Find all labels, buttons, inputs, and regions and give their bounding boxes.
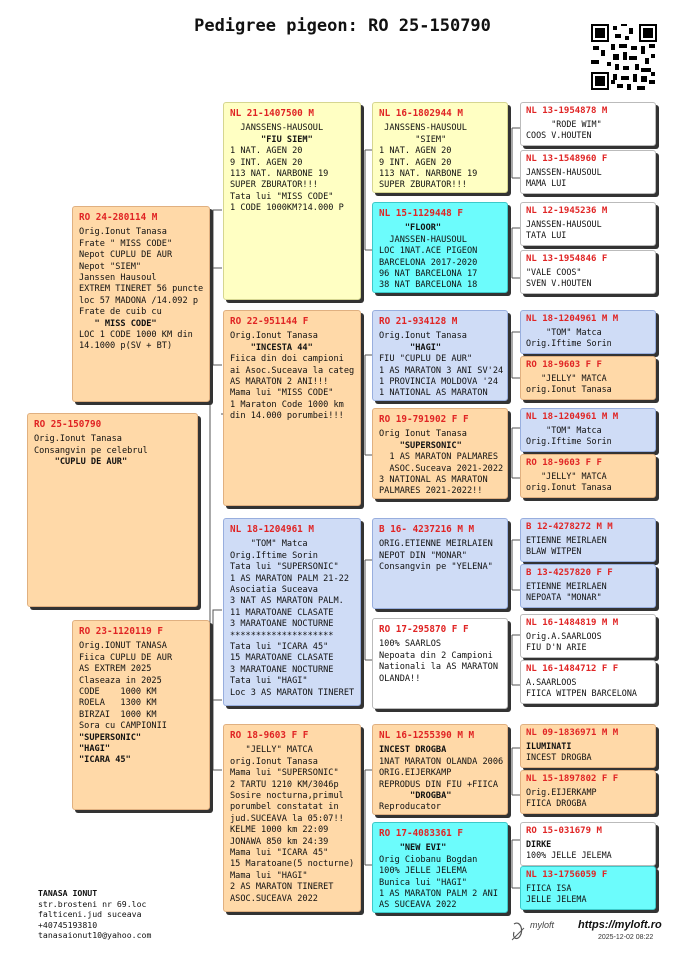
card-line: Orig.Ionut Tanasa — [379, 331, 467, 342]
card-line: AS SUCEAVA 2022 — [379, 900, 457, 911]
card-line: Orig.Iftime Sorin — [526, 436, 612, 446]
card-line: FIICA ISA — [526, 883, 572, 893]
card-line: "DROGBA" — [379, 791, 452, 802]
ring-number: RO 18-9603 F F — [230, 730, 309, 741]
ring-number: NL 18-1204961 M M — [526, 314, 619, 324]
card-line: BIRZAI 1000 KM — [79, 709, 157, 720]
card-line: TATA LUI — [526, 230, 567, 240]
card-line: KELME 1000 km 22:09 — [230, 825, 329, 836]
owner-info — [38, 888, 151, 941]
card-line: Frate " MISS CODE" — [79, 238, 173, 249]
owner-name: TANASA IONUT — [38, 888, 98, 898]
print-date: 2025-12-02 08:22 — [598, 934, 654, 941]
card-line: INCEST DROGBA — [379, 745, 447, 756]
ring-number: RO 15-031679 M — [526, 826, 602, 836]
ring-number: NL 15-1129448 F — [379, 208, 463, 219]
card-line: 113 NAT. NARBONE 19 — [230, 169, 329, 180]
card-line: Orig.IONUT TANASA — [79, 641, 167, 652]
card-line: "ICARA 45" — [79, 755, 131, 766]
card-line: JELLE JELEMA — [526, 894, 587, 904]
card-line: ******************** — [230, 630, 334, 641]
card-line: FIICA WITPEN BARCELONA — [526, 688, 637, 698]
ring-number: B 16- 4237216 M M — [379, 524, 475, 535]
card-line: ILUMINATI — [526, 741, 572, 751]
card-line: Tata lui "HAGI" — [230, 676, 308, 687]
card-line: ORIG.ETIENNE MEIRLAIEN — [379, 539, 493, 550]
card-line: A.SAARLOOS — [526, 677, 577, 687]
card-line: din 14.000 porumbei!!! — [230, 411, 344, 422]
card-line: Mama lui "ICARA 45" — [230, 848, 329, 859]
card-line: 96 NAT BARCELONA 17 — [379, 269, 478, 280]
card-line: 1 NAT. AGEN 20 — [230, 146, 303, 157]
subject-pigeon-card[interactable] — [27, 413, 198, 607]
card-line: Janssen Hausoul — [79, 273, 157, 284]
card-line: Mama lui "MISS CODE" — [230, 388, 334, 399]
card-line: REPRODUS DIN FIU +FIICA — [379, 779, 498, 790]
card-line: loc 57 MADONA /14.092 p — [79, 295, 198, 306]
card-line: Nationali la AS MARATON — [379, 662, 498, 673]
card-line: INCEST DROGBA — [526, 752, 592, 762]
card-line: "FIU SIEM" — [230, 134, 313, 145]
card-line: 1 CODE 1000KM?14.000 P — [230, 203, 344, 214]
ring-number: NL 18-1204961 M — [230, 524, 314, 535]
card-line: 1 AS MARATON PALMARES — [379, 452, 498, 463]
card-line: 15 Maratoane(5 nocturne) — [230, 859, 355, 870]
card-line: FIU "CUPLU DE AUR" — [379, 354, 473, 365]
grandparent-card[interactable] — [223, 724, 361, 912]
card-line: 11 MARATOANE CLASATE — [230, 607, 334, 618]
sire-card[interactable] — [72, 206, 210, 402]
card-line: Asociatia Suceava — [230, 585, 318, 596]
card-line: EXTREM TINERET 56 puncte — [79, 284, 204, 295]
great-grandparent-card[interactable] — [372, 310, 508, 401]
brand-url[interactable]: https://myloft.ro — [578, 919, 662, 931]
ring-number: NL 18-1204961 M M — [526, 412, 619, 422]
owner-phone: +40745193810 — [38, 919, 98, 930]
grandparent-card[interactable] — [223, 518, 361, 706]
great-grandparent-card[interactable] — [372, 408, 508, 499]
card-line: "CUPLU DE AUR" — [34, 457, 128, 468]
card-line: PALMARES 2021-2022!! — [379, 486, 483, 497]
card-line: ASOC.SUCEAVA 2022 — [230, 893, 318, 904]
dam-card[interactable] — [72, 620, 210, 810]
card-line: 2 AS MARATON TINERET — [230, 882, 334, 893]
card-line: "RODE WIM" — [526, 119, 602, 129]
card-line: AS EXTREM 2025 — [79, 664, 152, 675]
card-line: 1 AS MARATON PALM 21-22 — [230, 573, 349, 584]
card-line: SUPER ZBURATOR!!! — [230, 180, 318, 191]
card-line: Mama lui "HAGI" — [230, 870, 308, 881]
card-line: ROELA 1300 KM — [79, 698, 157, 709]
ring-number: NL 16-1802944 M — [379, 108, 463, 119]
card-line: Orig.Ionut Tanasa — [34, 434, 122, 445]
card-line: NEPOT DIN "MONAR" — [379, 550, 467, 561]
card-line: 1 Maraton Code 1000 km — [230, 399, 344, 410]
card-line: Nepoata din 2 Campioni — [379, 650, 493, 661]
card-line: Tata lui "SUPERSONIC" — [230, 562, 339, 573]
ring-number: RO 22-951144 F — [230, 316, 309, 327]
grandparent-card[interactable] — [223, 102, 361, 300]
ring-number: NL 13-1954846 F — [526, 254, 608, 264]
card-line: 9 INT. AGEN 20 — [379, 157, 452, 168]
grandparent-card[interactable] — [223, 310, 361, 506]
gg-grandparent-card[interactable] — [520, 356, 656, 400]
card-line: Orig Ionut Tanasa — [379, 429, 467, 440]
card-line: ORIG.EIJERKAMP — [379, 768, 452, 779]
card-line: Sosire nocturna,primul — [230, 791, 344, 802]
card-line: Sora cu CAMPIONII — [79, 721, 167, 732]
card-line: Orig.Ionut Tanasa — [230, 331, 318, 342]
great-grandparent-card[interactable] — [372, 518, 508, 609]
card-line: Mama lui "SUPERSONIC" — [230, 768, 339, 779]
ring-number: RO 17-295870 F F — [379, 624, 469, 635]
ring-number: NL 12-1945236 M — [526, 206, 608, 216]
great-grandparent-card[interactable] — [372, 618, 508, 709]
card-line: 1 PROVINCIA MOLDOVA '24 — [379, 377, 498, 388]
card-line: "NEW EVI" — [379, 843, 447, 854]
ring-number: RO 24-280114 M — [79, 212, 158, 223]
card-line: 1NAT MARATON OLANDA 2006 — [379, 756, 504, 767]
card-line: Bunica lui "HAGI" — [379, 877, 467, 888]
great-grandparent-card[interactable] — [372, 102, 508, 193]
card-line: "FLOOR" — [379, 223, 442, 234]
gg-grandparent-card[interactable] — [520, 454, 656, 498]
card-line: "SIEM" — [379, 134, 447, 145]
card-line: JANSSEN-HAUSOUL — [379, 234, 467, 245]
card-line: "VALE COOS" — [526, 267, 582, 277]
card-line: 38 NAT BARCELONA 18 — [379, 280, 478, 291]
owner-line: str.brosteni nr 69.loc — [38, 898, 147, 909]
card-line: Fiica CUPLU DE AUR — [79, 652, 173, 663]
card-line: Nepot "SIEM" — [79, 261, 142, 272]
card-line: 3 NATIONAL AS MARATON — [379, 475, 488, 486]
card-line: 1 NAT. AGEN 20 — [379, 146, 452, 157]
card-line: 100% SAARLOS — [379, 639, 442, 650]
card-line: "TOM" Matca — [526, 327, 602, 337]
card-line: JANSSEN-HAUSOUL — [526, 167, 602, 177]
owner-line: falticeni.jud suceava — [38, 909, 142, 920]
card-line: 100% JELLE JELEMA — [526, 850, 612, 860]
gg-grandparent-card[interactable] — [520, 202, 656, 246]
card-line: FIICA DROGBA — [526, 798, 587, 808]
card-line: 113 NAT. NARBONE 19 — [379, 169, 478, 180]
gg-grandparent-card[interactable] — [520, 310, 656, 354]
gg-grandparent-card[interactable] — [520, 822, 656, 866]
card-line: Tata lui "MISS CODE" — [230, 191, 334, 202]
card-line: 1 AS MARATON 3 ANI SV'24 — [379, 365, 504, 376]
card-line: "TOM" Matca — [230, 539, 308, 550]
card-line: Orig.Iftime Sorin — [526, 338, 612, 348]
ring-number: NL 15-1897802 F F — [526, 774, 619, 784]
card-line: Loc 3 AS MARATON TINERET — [230, 687, 355, 698]
ring-number: RO 18-9603 F F — [526, 458, 602, 468]
card-line: SUPER ZBURATOR!!! — [379, 180, 467, 191]
card-line: COOS V.HOUTEN — [526, 130, 592, 140]
card-line: 9 INT. AGEN 20 — [230, 157, 303, 168]
card-line: Orig.Iftime Sorin — [230, 550, 318, 561]
card-line: orig.Ionut Tanasa — [526, 482, 612, 492]
card-line: NEPOATA "MONAR" — [526, 592, 602, 602]
ring-number: NL 16-1484712 F F — [526, 664, 619, 674]
card-line: jud.SUCEAVA la 05:07!! — [230, 813, 344, 824]
card-line: Orig.EIJERKAMP — [526, 787, 597, 797]
brand-name: myloft — [530, 920, 555, 930]
card-line: 100% JELLE JELEMA — [379, 866, 467, 877]
gg-grandparent-card[interactable] — [520, 724, 656, 768]
card-line: porumbel constatat in — [230, 802, 339, 813]
great-grandparent-card[interactable] — [372, 724, 508, 815]
card-line: "JELLY" MATCA — [230, 745, 313, 756]
ring-number: B 13-4257820 F F — [526, 568, 613, 578]
card-line: Reproducator — [379, 802, 442, 813]
card-line: "INCESTA 44" — [230, 342, 313, 353]
gg-grandparent-card[interactable] — [520, 102, 656, 146]
card-line: "HAGI" — [379, 342, 442, 353]
card-line: Frate de cuib cu — [79, 307, 162, 318]
great-grandparent-card[interactable] — [372, 822, 508, 913]
card-line: 2 TARTU 1210 KM/3046p — [230, 779, 339, 790]
gg-grandparent-card[interactable] — [520, 660, 656, 704]
gg-grandparent-card[interactable] — [520, 564, 656, 608]
card-line: 3 NAT AS MARATON PALM. — [230, 596, 344, 607]
ring-number: NL 16-1255390 M M — [379, 730, 475, 741]
card-line: SVEN V.HOUTEN — [526, 278, 592, 288]
card-line: Fiica din doi campioni — [230, 354, 344, 365]
gg-grandparent-card[interactable] — [520, 518, 656, 562]
card-line: 14.1000 p(SV + BT) — [79, 341, 173, 352]
ring-number: NL 13-1548960 F — [526, 154, 608, 164]
card-line: "SUPERSONIC" — [379, 440, 462, 451]
ring-number: NL 13-1954878 M — [526, 106, 608, 116]
card-line: LOC 1 CODE 1000 KM din — [79, 330, 193, 341]
page-title: Pedigree pigeon: RO 25-150790 — [194, 16, 491, 36]
card-line: ASOC.Suceava 2021-2022 — [379, 463, 504, 474]
ring-number: NL 16-1484819 M M — [526, 618, 619, 628]
ring-number: B 12-4278272 M M — [526, 522, 613, 532]
card-line: DIRKE — [526, 839, 552, 849]
card-line: CODE 1000 KM — [79, 687, 157, 698]
ring-number: NL 09-1836971 M M — [526, 728, 619, 738]
card-line: orig.Ionut Tanasa — [526, 384, 612, 394]
ring-number: RO 17-4083361 F — [379, 828, 463, 839]
card-line: ETIENNE MEIRLAEN — [526, 535, 607, 545]
card-line: JANSSEN-HAUSOUL — [526, 219, 602, 229]
card-line: ai Asoc.Suceava la categ — [230, 365, 355, 376]
card-line: JANSSENS-HAUSOUL — [230, 123, 324, 134]
ring-number: RO 19-791902 F F — [379, 414, 469, 425]
card-line: Orig.Ionut Tanasa — [79, 227, 167, 238]
gg-grandparent-card[interactable] — [520, 408, 656, 452]
card-line: AS MARATON 2 ANI!!! — [230, 377, 329, 388]
ring-number: RO 18-9603 F F — [526, 360, 602, 370]
card-line: Consangvin pe "YELENA" — [379, 562, 493, 573]
gg-grandparent-card[interactable] — [520, 250, 656, 294]
card-line: Nepot CUPLU DE AUR — [79, 250, 173, 261]
card-line: Consangvin pe celebrul — [34, 445, 148, 456]
card-line: FIU D'N ARIE — [526, 642, 587, 652]
ring-number: RO 23-1120119 F — [79, 626, 163, 637]
card-line: 1 AS MARATON PALM 2 ANI — [379, 889, 498, 900]
card-line: "HAGI" — [79, 744, 111, 755]
card-line: BLAW WITPEN — [526, 546, 582, 556]
card-line: OLANDA!! — [379, 673, 421, 684]
card-line: MAMA LUI — [526, 178, 567, 188]
owner-email: tanasaionut10@yahoo.com — [38, 930, 152, 941]
card-line: "JELLY" MATCA — [526, 471, 607, 481]
card-line: 1 NATIONAL AS MARATON — [379, 388, 488, 399]
card-line: orig.Ionut Tanasa — [230, 756, 318, 767]
card-line: Tata lui "ICARA 45" — [230, 642, 329, 653]
gg-grandparent-card[interactable] — [520, 614, 656, 658]
card-line: Claseaza in 2025 — [79, 675, 162, 686]
card-line: Orig Ciobanu Bogdan — [379, 854, 478, 865]
card-line: " MISS CODE" — [79, 318, 157, 329]
card-line: 3 MARATOANE NOCTURNE — [230, 619, 334, 630]
great-grandparent-card[interactable] — [372, 202, 508, 293]
gg-grandparent-card[interactable] — [520, 866, 656, 910]
card-line: ETIENNE MEIRLAEN — [526, 581, 607, 591]
ring-number: RO 25-150790 — [34, 419, 102, 430]
card-line: LOC 1NAT.ACE PIGEON — [379, 246, 478, 257]
ring-number: NL 21-1407500 M — [230, 108, 314, 119]
card-line: 15 MARATOANE CLASATE — [230, 653, 334, 664]
card-line: 3 MARATOANE NOCTURNE — [230, 664, 334, 675]
card-line: JONAWA 850 km 24:39 — [230, 836, 329, 847]
card-line: "SUPERSONIC" — [79, 732, 142, 743]
card-line: JANSSENS-HAUSOUL — [379, 123, 467, 134]
card-line: BARCELONA 2017-2020 — [379, 257, 478, 268]
card-line: "JELLY" MATCA — [526, 373, 607, 383]
gg-grandparent-card[interactable] — [520, 150, 656, 194]
card-line: Orig.A.SAARLOOS — [526, 631, 602, 641]
ring-number: RO 21-934128 M — [379, 316, 458, 327]
card-line: "TOM" Matca — [526, 425, 602, 435]
gg-grandparent-card[interactable] — [520, 770, 656, 814]
ring-number: NL 13-1756059 F — [526, 870, 608, 880]
